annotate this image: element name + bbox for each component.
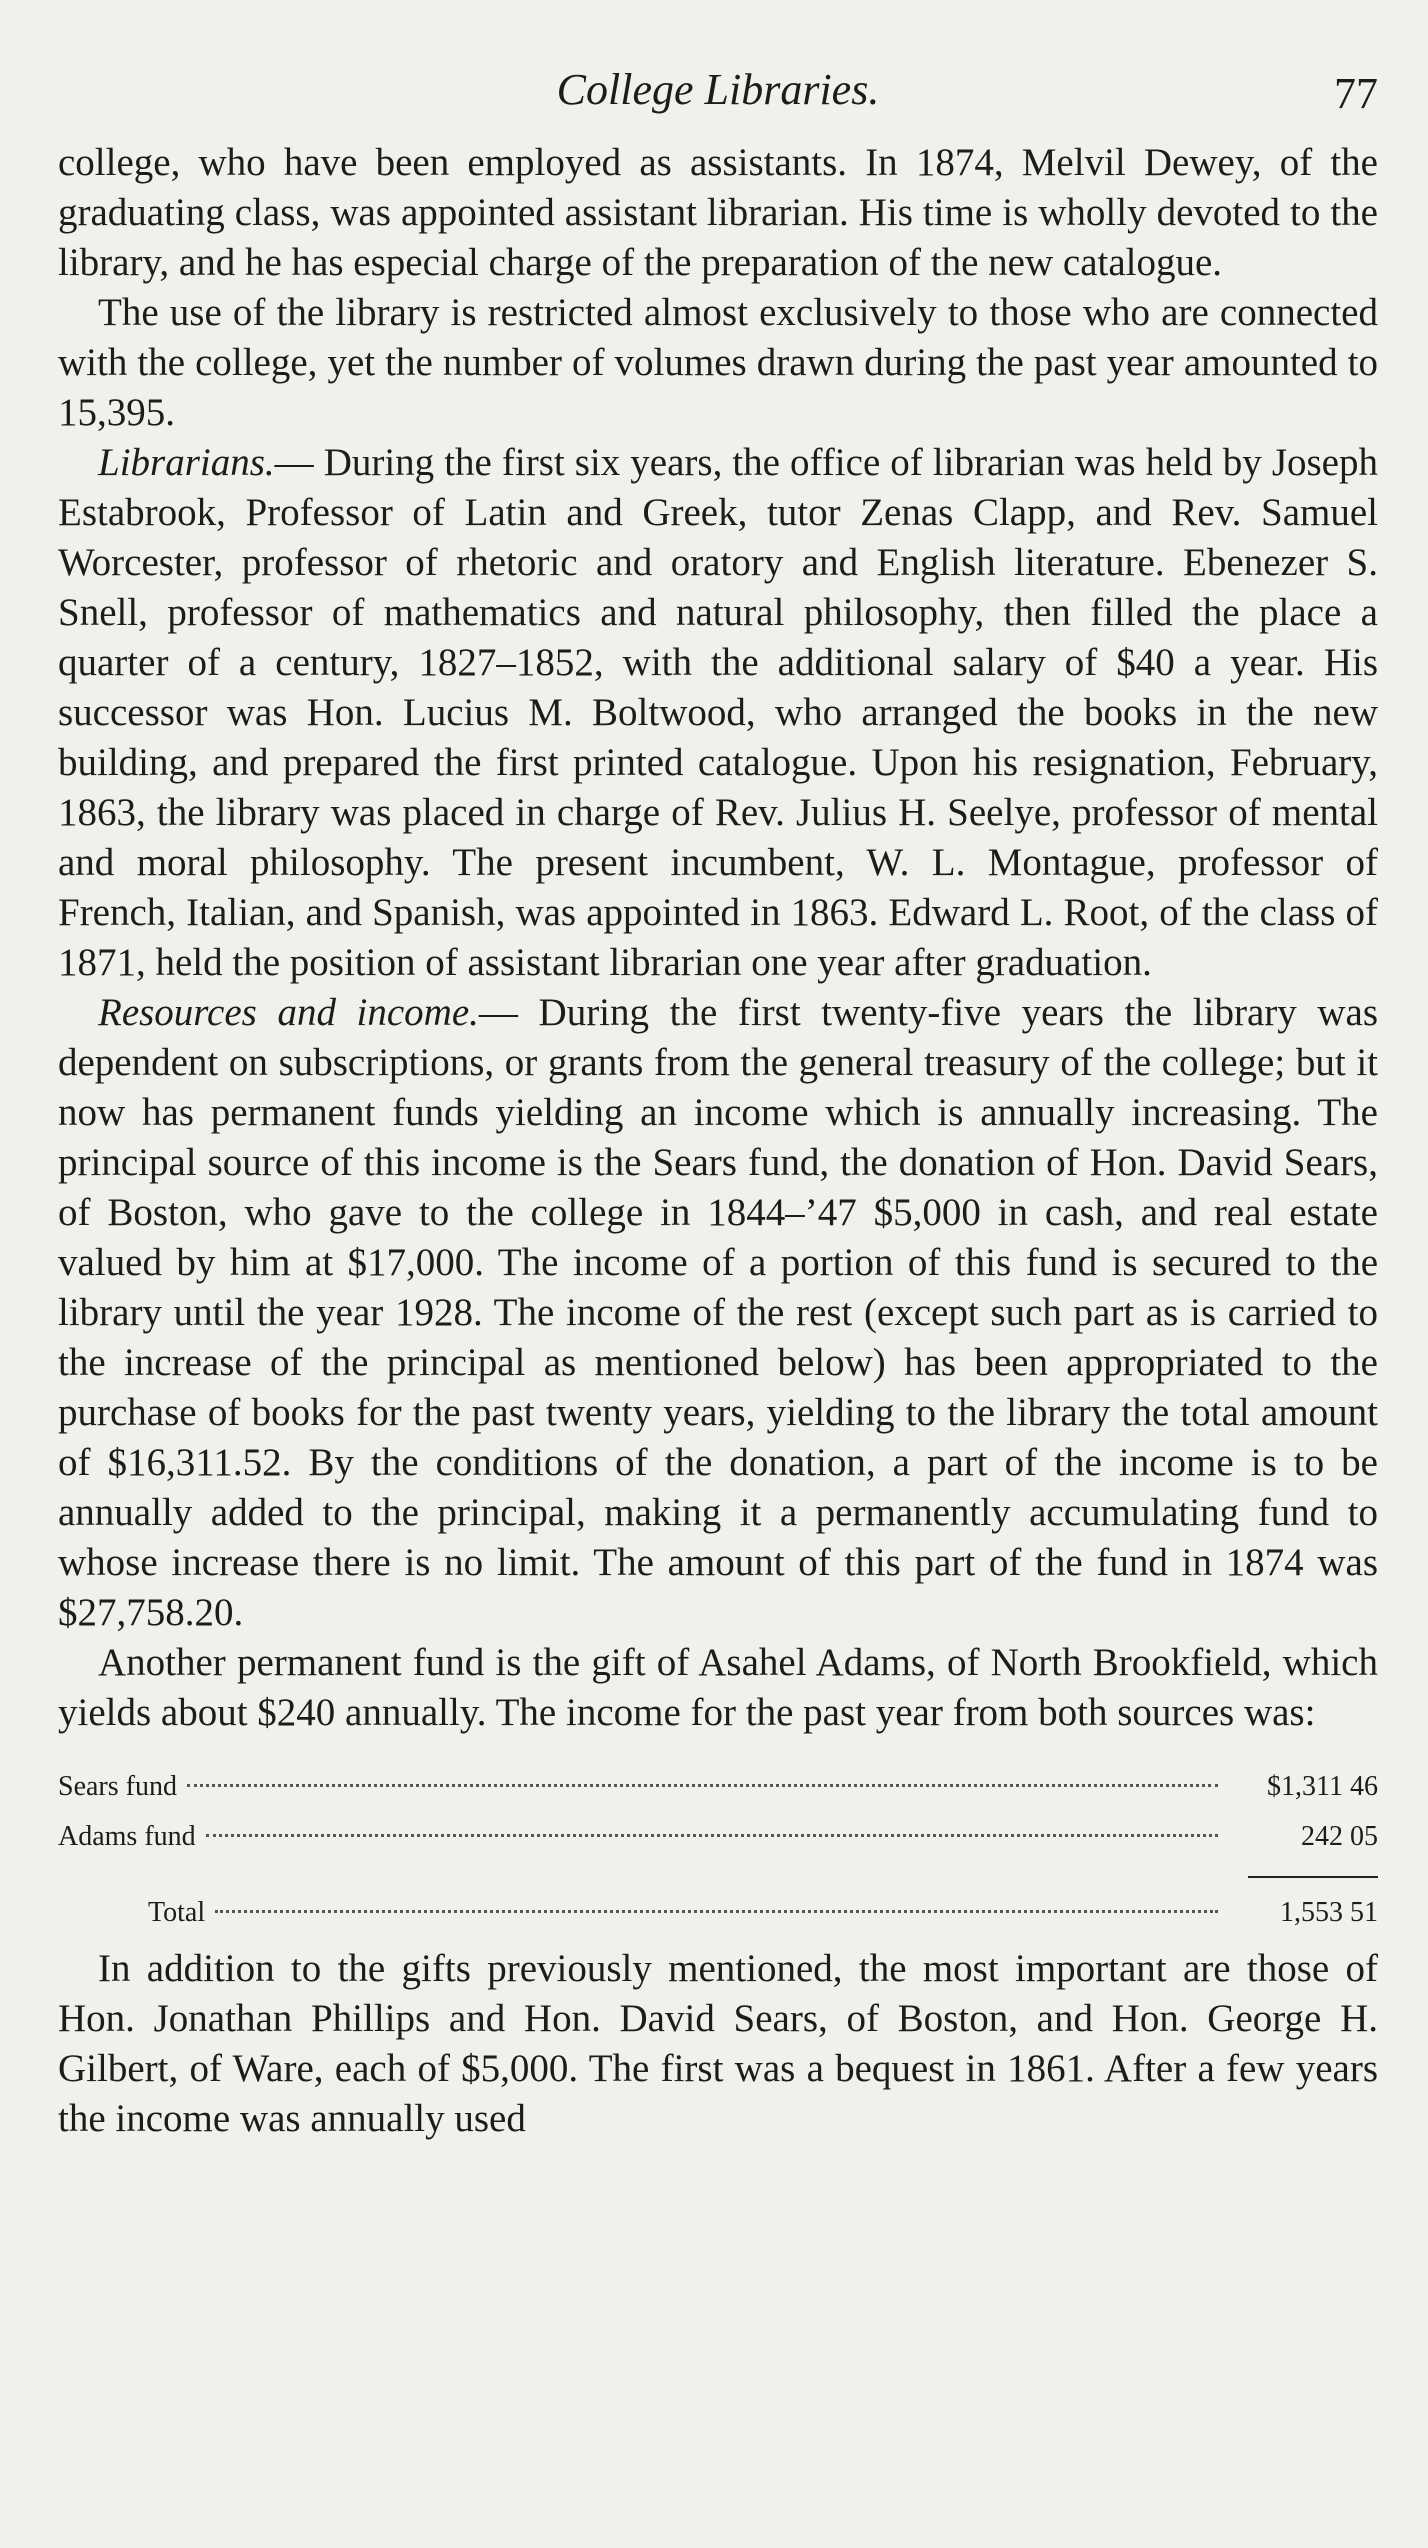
ledger-label: Adams fund bbox=[58, 1821, 196, 1852]
paragraph-adams-fund: Another permanent fund is the gift of Asahel Adams, of North Brookfield, which yields about $240 annually. The income for the past year from both sources was: bbox=[58, 1641, 1378, 1734]
page-number: 77 bbox=[1334, 69, 1378, 118]
income-ledger bbox=[58, 1762, 1378, 1938]
running-title: College Libraries. bbox=[556, 65, 880, 114]
paragraph-resources bbox=[58, 988, 1378, 1638]
ledger-label: Sears fund bbox=[58, 1771, 177, 1802]
section-lead-librarians: Librarians. bbox=[98, 441, 275, 484]
leader-dots bbox=[215, 1910, 1218, 1913]
paragraph-librarians-text: — During the first six years, the office of librarian was held by Joseph Estabrook, Professor of Latin and Greek, tutor Zenas Clapp, and Rev. Samuel Worcester, professor of rhetoric and oratory and English literature. Ebenezer S. Snell, professor of mathematics and natural philosophy, then filled the place a quarter of a century, 1827–1852, with the additional salary of $40 a year. His successor was Hon. Lucius M. Boltwood, who arranged the books in the new building, and prepared the first printed catalogue. Upon his resignation, February, 1863, the library was placed in charge of Rev. Julius H. Seelye, professor of mental and moral philosophy. The present incumbent, W. L. Montague, professor of French, Italian, and Spanish, was appointed in 1863. Edward L. Root, of the class of 1871, held the position of assistant librarian one year after graduation. bbox=[58, 441, 1378, 984]
section-lead-resources: Resources and income. bbox=[98, 991, 479, 1034]
ledger-total-label: Total bbox=[148, 1897, 206, 1928]
sum-rule bbox=[1248, 1876, 1378, 1878]
paragraph-library-use: The use of the library is restricted almost exclusively to those who are connected with the college, yet the number of volumes drawn during the past year amounted to 15,395. bbox=[58, 291, 1378, 434]
ledger-total-row bbox=[58, 1888, 1378, 1938]
paragraph-continuation: college, who have been employed as assistants. In 1874, Melvil Dewey, of the graduating class, was appointed assistant librarian. His time is wholly devoted to the library, and he has especial charge of the preparation of the new catalogue. bbox=[58, 141, 1378, 284]
ledger-row bbox=[58, 1812, 1378, 1862]
ledger-row bbox=[58, 1762, 1378, 1812]
page-header bbox=[58, 64, 1378, 124]
ledger-amount: $1,311 46 bbox=[1267, 1771, 1378, 1802]
leader-dots bbox=[206, 1834, 1218, 1837]
ledger-total-amount: 1,553 51 bbox=[1280, 1897, 1378, 1928]
paragraph-other-gifts: In addition to the gifts previously mentioned, the most important are those of Hon. Jonathan Phillips and Hon. David Sears, of Boston, and Hon. George H. Gilbert, of Ware, each of $5,000. The first was a bequest in 1861. After a few years the income was annually used bbox=[58, 1947, 1378, 2140]
paragraph-resources-text: — During the first twenty-five years the library was dependent on subscriptions, or grants from the general treasury of the college; but it now has permanent funds yielding an income which is annually increasing. The principal source of this income is the Sears fund, the donation of Hon. David Sears, of Boston, who gave to the college in 1844–’47 $5,000 in cash, and real estate valued by him at $17,000. The income of a portion of this fund is secured to the library until the year 1928. The income of the rest (except such part as is carried to the increase of the principal as mentioned below) has been appropriated to the purchase of books for the past twenty years, yielding to the library the total amount of $16,311.52. By the conditions of the donation, a part of the income is to be annually added to the principal, making it a permanently accumulating fund to whose increase there is no limit. The amount of this part of the fund in 1874 was $27,758.20. bbox=[58, 991, 1378, 1634]
page-body bbox=[58, 138, 1378, 2144]
leader-dots bbox=[187, 1784, 1218, 1787]
ledger-amount: 242 05 bbox=[1301, 1821, 1378, 1852]
paragraph-librarians bbox=[58, 438, 1378, 988]
